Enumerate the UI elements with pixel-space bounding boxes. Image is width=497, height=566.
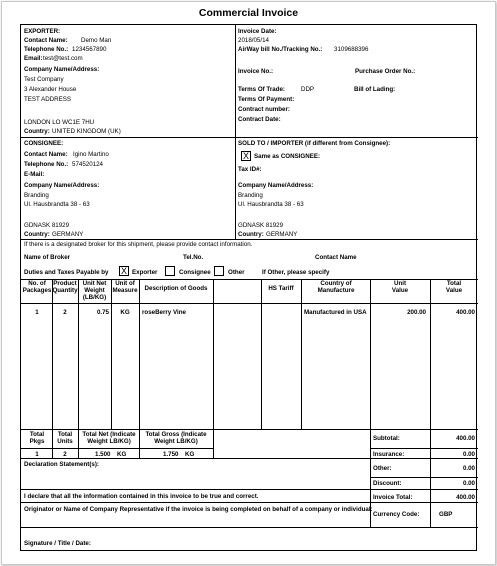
broker-contact-label: Contact Name [315, 254, 357, 261]
header-divider [235, 25, 236, 240]
exporter-country: UNITED KINGDOM (UK) [52, 128, 121, 135]
row-unit-value: 200.00 [407, 309, 426, 316]
insurance-label: Insurance: [373, 451, 405, 458]
exporter-email: test@test.com [43, 55, 83, 62]
total-net: 1.500 [95, 451, 111, 458]
exporter-phone-label: Telephone No.: [24, 46, 69, 53]
other-charges-label: Other: [373, 465, 392, 472]
sold-to-country: GERMANY [266, 231, 298, 238]
exporter-address-line: 3 Alexander House [24, 86, 77, 93]
subtotal-label: Subtotal: [373, 435, 400, 442]
lading-label: Bill of Lading: [354, 86, 396, 93]
certify-line [21, 502, 478, 503]
exporter-consignee-divider [21, 137, 478, 138]
declaration-label: Declaration Statement(s): [24, 461, 99, 468]
table-header-line [21, 303, 478, 304]
tax-id-label: Tax ID#: [238, 166, 262, 173]
col-line-6 [261, 279, 262, 429]
sold-to-city: GDNASK 81929 [238, 222, 284, 229]
total-gross-label: Total Gross (Indicate Weight LB/KG) [145, 431, 207, 445]
other-checkbox[interactable] [214, 266, 224, 276]
discount-label: Discount: [373, 480, 402, 487]
consignee-broker-divider [21, 239, 478, 240]
col-line-5 [213, 279, 214, 459]
currency-value: GBP [439, 511, 453, 518]
consignee-country: GERMANY [52, 231, 84, 238]
header-tariff: HS Tariff [268, 285, 294, 292]
row-quantity: 2 [63, 309, 67, 316]
consignee-checkbox[interactable] [165, 266, 175, 276]
consignee-phone-label: Telephone No.: [24, 161, 69, 168]
exporter-company-label: Company Name/Address: [24, 66, 100, 73]
declaration-line [21, 489, 478, 490]
po-label: Purchase Order No.: [355, 68, 416, 75]
row-measure: KG [120, 309, 130, 316]
exporter-address-line: Test Company [24, 76, 64, 83]
exporter-heading: EXPORTER: [24, 28, 61, 35]
summary-line-2 [370, 477, 478, 478]
exporter-phone: 1234567890 [72, 46, 107, 53]
other-option-label: Other [228, 269, 245, 276]
row-net-weight: 0.75 [96, 309, 109, 316]
other-charges-value: 0.00 [462, 465, 475, 472]
invoice-total-label: Invoice Total: [373, 494, 413, 501]
total-gross: 1.750 [163, 451, 179, 458]
totals-header-line [21, 448, 213, 449]
consignee-country-label: Country: [24, 231, 50, 238]
payment-label: Terms Of Payment: [238, 96, 295, 103]
broker-name-label: Name of Broker [24, 254, 71, 261]
originator-label: Originator or Name of Company Representative if the invoice is being completed on behalf of a company or individual: [24, 506, 373, 513]
airway-number: 3109688396 [334, 46, 369, 53]
exporter-option-label: Exporter [132, 269, 158, 276]
consignee-email-label: E-Mail: [24, 171, 45, 178]
invoice-title: Commercial Invoice [198, 7, 299, 19]
other-specify-label: If Other, please specify [262, 269, 330, 276]
consignee-contact-label: Contact Name: [24, 151, 68, 158]
same-as-consignee-label: Same as CONSIGNEE: [254, 153, 321, 160]
sold-to-company-label: Company Name/Address: [238, 182, 314, 189]
exporter-contact-label: Contact Name: [24, 37, 68, 44]
header-unit-value: Unit Value [391, 280, 409, 294]
invoice-form [20, 24, 477, 551]
exporter-email-label: Email: [24, 55, 43, 62]
col-line-8 [370, 279, 371, 527]
header-quantity: Product Quantity [52, 280, 78, 294]
terms-value: DDP [301, 86, 315, 93]
invoice-no-label: Invoice No.: [238, 68, 274, 75]
contract-date-label: Contract Date: [238, 116, 281, 123]
duties-label: Duties and Taxes Payable by [24, 269, 109, 276]
consignee-heading: CONSIGNEE: [24, 140, 64, 147]
header-packages: No. of Packages [22, 280, 52, 294]
col-line-3 [111, 279, 112, 429]
consignee-company-label: Company Name/Address: [24, 182, 100, 189]
total-gross-unit: KG [185, 451, 195, 458]
total-units: 2 [63, 451, 67, 458]
total-pkgs-label: Total Pkgs [29, 431, 45, 445]
consignee-address-line: Ul. Hausbrandta 38 - 63 [24, 201, 90, 208]
col-line-7 [301, 279, 302, 429]
total-net-unit: KG [117, 451, 127, 458]
sold-to-address-line: Branding [238, 192, 263, 199]
insurance-value: 0.00 [462, 451, 475, 458]
total-pkgs: 1 [35, 451, 39, 458]
broker-note: If there is a designated broker for this shipment, please provide contact information. [24, 241, 253, 248]
exporter-city: LONDON LO WC1E 7HU [24, 119, 95, 126]
sold-to-country-label: Country: [238, 231, 264, 238]
terms-label: Terms Of Trade: [238, 86, 285, 93]
same-as-consignee-checkbox[interactable]: X [242, 151, 249, 161]
row-country: Manufactured in USA [304, 309, 367, 316]
contract-number-label: Contract number: [238, 106, 290, 113]
currency-label: Currency Code: [373, 511, 420, 518]
header-net-weight: Unit Net Weight (LB/KG) [82, 280, 107, 301]
exporter-contact: Demo Man [81, 37, 112, 44]
originator-line [21, 527, 478, 528]
invoice-date-label: Invoice Date: [238, 28, 277, 35]
col-line-9 [430, 279, 431, 527]
header-measure: Unit of Measure [112, 280, 138, 294]
consignee-option-label: Consignee [179, 269, 211, 276]
totals-line [21, 458, 478, 459]
consignee-address-line: Branding [24, 192, 49, 199]
invoice-date: 2018/05/14 [238, 37, 269, 44]
header-description: Description of Goods [144, 285, 208, 292]
row-total-value: 400.00 [456, 309, 475, 316]
summary-line-1 [370, 448, 478, 449]
consignee-city: GDNASK 81929 [24, 222, 70, 229]
exporter-address-line: TEST ADDRESS [24, 96, 71, 103]
exporter-country-label: Country: [24, 128, 50, 135]
signature-label: Signature / Title / Date: [24, 540, 91, 547]
discount-value: 0.00 [462, 480, 475, 487]
row-packages: 1 [35, 309, 39, 316]
total-net-label: Total Net (Indicate Weight LB/KG) [82, 431, 136, 445]
certify-statement: I declare that all the information contained in this invoice to be true and correct. [24, 493, 259, 500]
exporter-checkbox[interactable]: X [120, 266, 127, 276]
invoice-total-value: 400.00 [456, 494, 475, 501]
sold-to-heading: SOLD TO / IMPORTER (if different from Consignee): [238, 140, 391, 147]
broker-tel-label: Tel.No. [183, 254, 204, 261]
total-units-label: Total Units [57, 431, 73, 445]
subtotal-value: 400.00 [456, 435, 475, 442]
header-country: Country of Manufacture [317, 280, 355, 294]
airway-label: AirWay bill No./Tracking No.: [238, 46, 323, 53]
header-total-value: Total Value [445, 280, 463, 294]
consignee-phone: 574520124 [72, 161, 103, 168]
consignee-contact: Igino Martino [73, 151, 109, 158]
sold-to-address-line: Ul. Hausbrandta 38 - 63 [238, 201, 304, 208]
table-body-line [21, 429, 478, 430]
row-description: roseBerry Vine [142, 309, 186, 316]
